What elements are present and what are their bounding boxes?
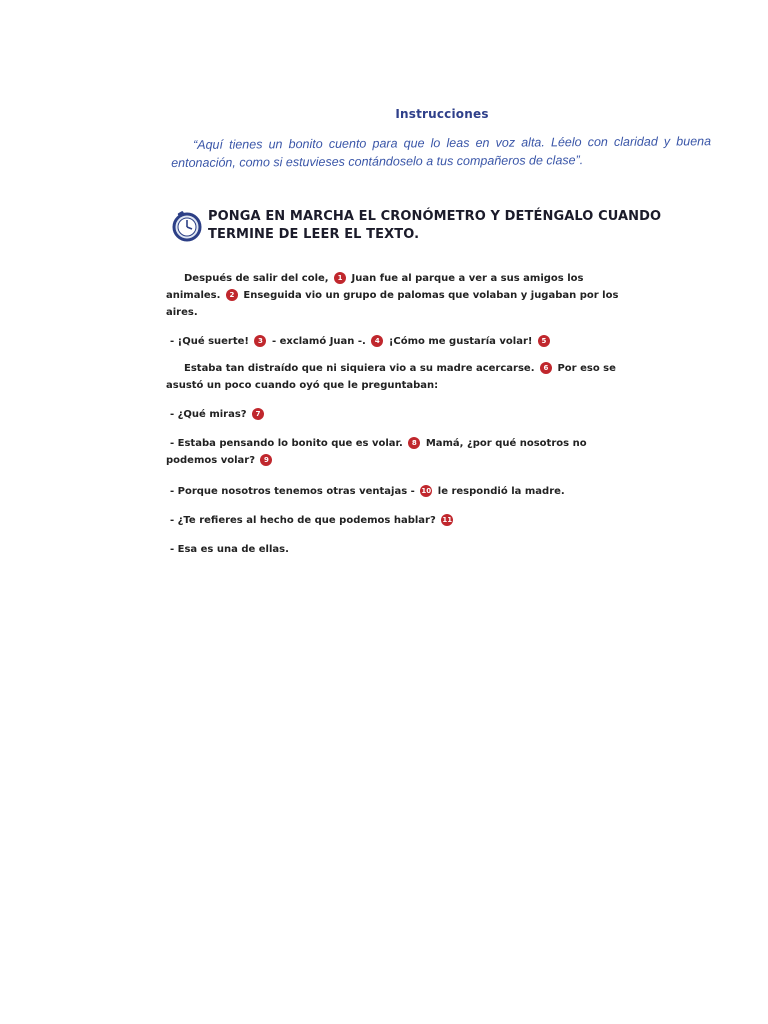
stopwatch-icon [171,210,203,242]
story-paragraph-5: - Estaba pensando lo bonito que es volar. 8 Mamá, ¿por qué nosotros no podemos volar? 9 [166,438,587,466]
pause-marker: 2 [226,289,238,301]
pause-marker: 1 [334,272,346,284]
pause-marker: 10 [421,487,432,495]
story-text [166,270,622,558]
story-paragraph-3: Estaba tan distraído que ni siquiera vio a su madre acercarse. 6 Por eso se asustó un poco cuando oyó que le preguntaban: [166,363,616,391]
pause-marker: 7 [252,408,264,420]
pause-marker: 3 [254,335,266,347]
timer-instruction-text: PONGA EN MARCHA EL CRONÓMETRO Y DETÉNGALO CUANDO TERMINE DE LEER EL TEXTO. [208,209,662,242]
pause-marker: 9 [260,454,272,466]
story-paragraph-4: - ¿Qué miras? 7 [166,406,622,423]
pause-marker: 8 [408,437,420,449]
pause-marker: 4 [371,335,383,347]
story-paragraph-6: - Porque nosotros tenemos otras ventajas - 10 le respondió la madre. [170,486,565,497]
intro-paragraph: “Aquí tienes un bonito cuento para que lo leas en voz alta. Léelo con claridad y buena entonación, como si estuvieses contándoselo a tus compañeros de clase”. [171,134,712,170]
story-paragraph-1: Después de salir del cole, 1 Juan fue al parque a ver a sus amigos los animales. 2 Enseguida vio un grupo de palomas que volaban y jugaban por los aires. [166,273,619,318]
pause-marker: 5 [538,335,550,347]
story-paragraph-7: - ¿Te refieres al hecho de que podemos hablar? 11 [170,515,453,526]
pause-marker: 11 [442,516,453,524]
instructions-title: Instrucciones [395,107,489,121]
timer-instruction [171,208,716,248]
story-paragraph-2: - ¡Qué suerte! 3 - exclamó Juan -. 4 ¡Cómo me gustaría volar! 5 [166,333,622,350]
pause-marker: 6 [540,362,552,374]
story-paragraph-8: - Esa es una de ellas. [170,544,289,555]
